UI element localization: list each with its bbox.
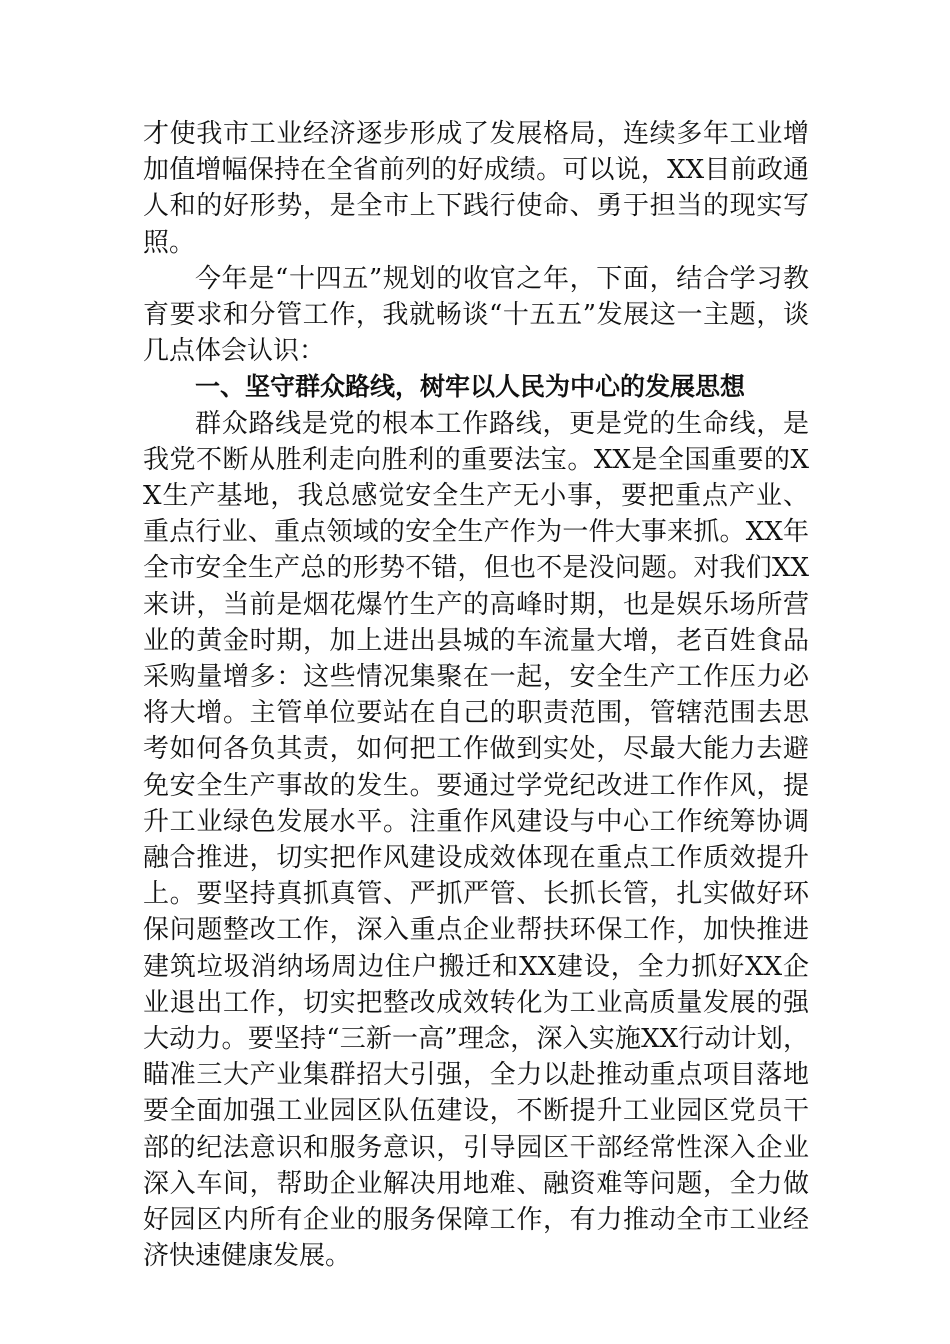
paragraph-continuation: 才使我市工业经济逐步形成了发展格局，连续多年工业增加值增幅保持在全省前列的好成绩。可以说，XX目前政通人和的好形势，是全市上下践行使命、勇于担当的现实写照。 bbox=[143, 119, 809, 258]
document-body bbox=[143, 116, 809, 1275]
paragraph-intro: 今年是“十四五”规划的收官之年，下面，结合学习教育要求和分管工作，我就畅谈“十五五”发展这一主题，谈几点体会认识： bbox=[143, 263, 809, 367]
section-heading: 一、坚守群众路线，树牢以人民为中心的发展思想 bbox=[195, 372, 746, 402]
paragraph-body: 群众路线是党的根本工作路线，更是党的生命线，是我党不断从胜利走向胜利的重要法宝。XX是全国重要的XX生产基地，我总感觉安全生产无小事，要把重点产业、重点行业、重点领域的安全生产作为一件大事来抓。XX年全市安全生产总的形势不错，但也不是没问题。对我们XX来讲，当前是烟花爆竹生产的高峰时期，也是娱乐场所营业的黄金时期，加上进出县城的车流量大增，老百姓食品采购量增多：这些情况集聚在一起，安全生产工作压力必将大增。主管单位要站在自己的职责范围，管辖范围去思考如何各负其责，如何把工作做到实处，尽最大能力去避免安全生产事故的发生。要通过学党纪改进工作作风，提升工业绿色发展水平。注重作风建设与中心工作统筹协调融合推进，切实把作风建设成效体现在重点工作质效提升上。要坚持真抓真管、严抓严管、长抓长管，扎实做好环保问题整改工作，深入重点企业帮扶环保工作，加快推进建筑垃圾消纳场周边住户搬迁和XX建设，全力抓好XX企业退出工作，切实把整改成效转化为工业高质量发展的强大动力。要坚持“三新一高”理念，深入实施XX行动计划，瞄准三大产业集群招大引强，全力以赴推动重点项目落地要全面加强工业园区队伍建设，不断提升工业园区党员干部的纪法意识和服务意识，引导园区干部经常性深入企业深入车间，帮助企业解决用地难、融资难等问题，全力做好园区内所有企业的服务保障工作，有力推动全市工业经济快速健康发展。 bbox=[143, 408, 809, 1272]
